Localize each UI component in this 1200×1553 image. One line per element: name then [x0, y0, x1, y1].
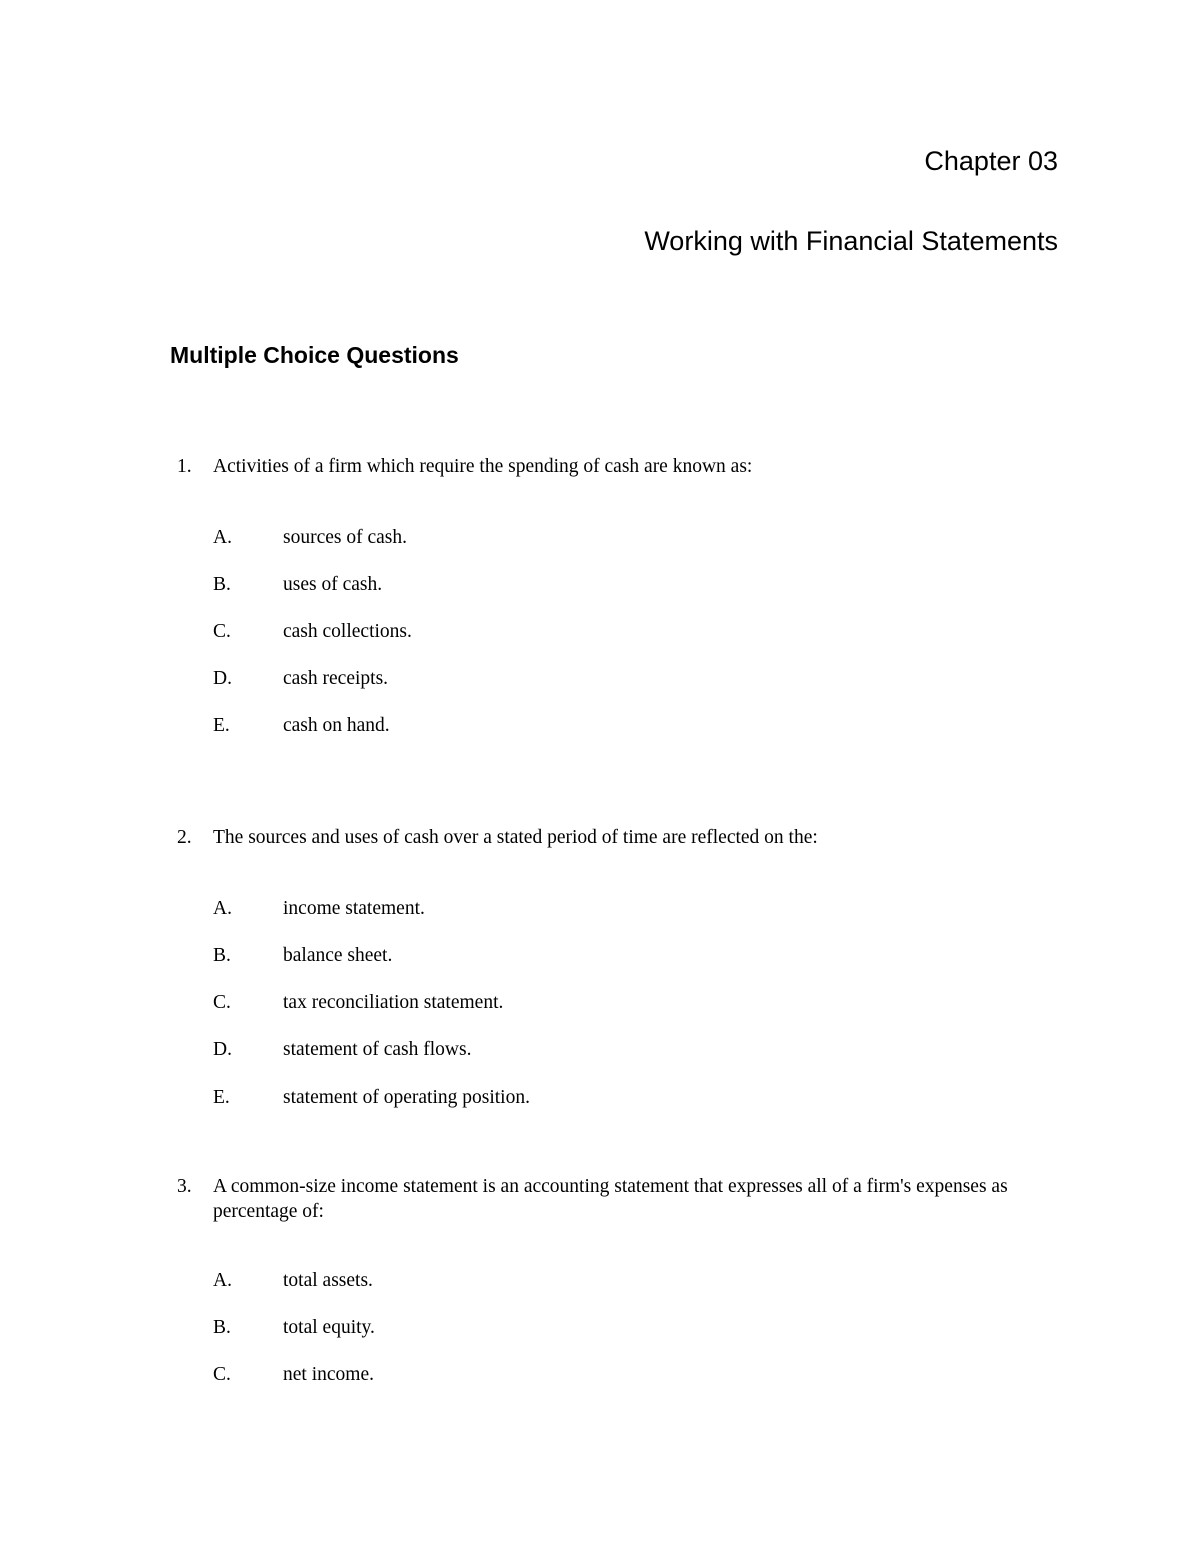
section-heading: Multiple Choice Questions — [170, 342, 459, 368]
question-number: 3. — [177, 1176, 192, 1197]
question-number: 1. — [177, 456, 192, 477]
option-text: balance sheet. — [283, 945, 393, 966]
question-text: A common-size income statement is an accounting statement that expresses all of a firm's expenses as percentage of: — [213, 1176, 1008, 1222]
chapter-number: Chapter 03 — [924, 146, 1058, 176]
option-text: net income. — [283, 1364, 374, 1385]
option-letter: E. — [213, 715, 230, 736]
option-text: statement of cash flows. — [283, 1039, 472, 1060]
option-text: statement of operating position. — [283, 1087, 530, 1108]
option-text: total assets. — [283, 1270, 373, 1291]
option-letter: A. — [213, 898, 232, 919]
option-letter: C. — [213, 1364, 231, 1385]
option-letter: C. — [213, 621, 231, 642]
option-text: cash receipts. — [283, 668, 389, 689]
option-text: uses of cash. — [283, 574, 383, 595]
option-letter: E. — [213, 1087, 230, 1108]
chapter-title: Working with Financial Statements — [644, 226, 1058, 256]
option-letter: D. — [213, 1039, 232, 1060]
option-text: cash collections. — [283, 621, 412, 642]
option-text: income statement. — [283, 898, 425, 919]
option-letter: B. — [213, 1317, 231, 1338]
question-text: Activities of a firm which require the spending of cash are known as: — [213, 456, 753, 477]
option-text: tax reconciliation statement. — [283, 992, 504, 1013]
option-letter: A. — [213, 1270, 232, 1291]
question-number: 2. — [177, 827, 192, 848]
option-letter: B. — [213, 574, 231, 595]
option-letter: A. — [213, 527, 232, 548]
option-letter: C. — [213, 992, 231, 1013]
option-text: sources of cash. — [283, 527, 407, 548]
question-text: The sources and uses of cash over a stated period of time are reflected on the: — [213, 827, 818, 848]
option-letter: B. — [213, 945, 231, 966]
option-letter: D. — [213, 668, 232, 689]
option-text: cash on hand. — [283, 715, 390, 736]
option-text: total equity. — [283, 1317, 375, 1338]
